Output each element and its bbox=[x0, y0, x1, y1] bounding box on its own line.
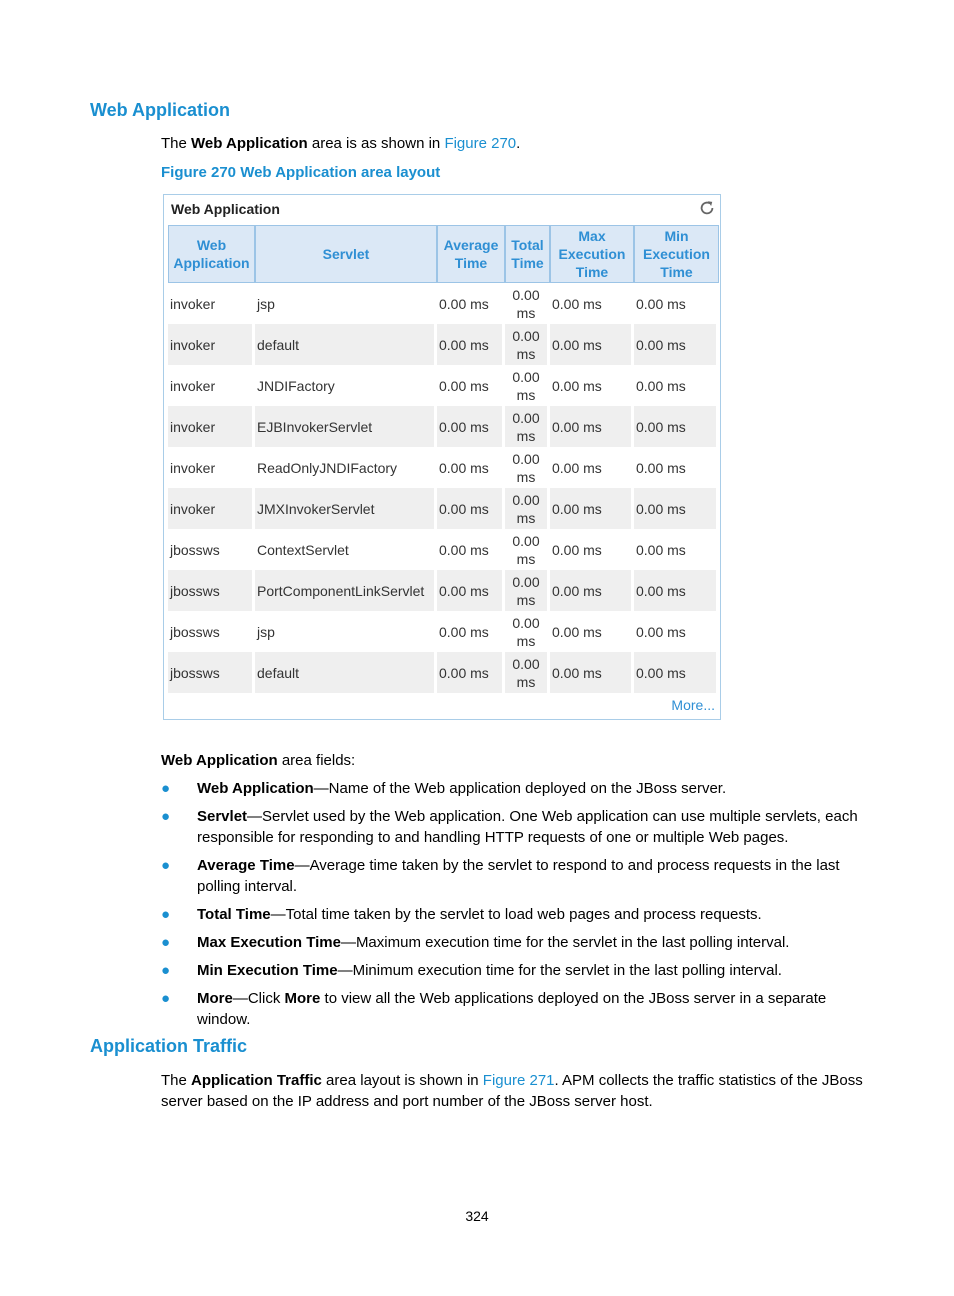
cell-servlet: jsp bbox=[255, 611, 437, 652]
field-term: Min Execution Time bbox=[197, 962, 338, 979]
intro-text: . bbox=[516, 135, 521, 152]
cell-min-execution-time: 0.00 ms bbox=[634, 652, 719, 693]
traffic-text: . APM collects the traffic statistics of the JBoss server based on the IP address and port number of the JBoss server host. bbox=[161, 1072, 863, 1110]
web-application-table bbox=[168, 225, 719, 693]
cell-max-execution-time: 0.00 ms bbox=[550, 611, 634, 652]
cell-max-execution-time: 0.00 ms bbox=[550, 406, 634, 447]
list-item bbox=[161, 960, 861, 981]
more-link[interactable]: More... bbox=[671, 697, 715, 713]
cell-max-execution-time: 0.00 ms bbox=[550, 324, 634, 365]
page-number: 324 bbox=[465, 1208, 489, 1224]
cell-average-time: 0.00 ms bbox=[437, 529, 505, 570]
cell-max-execution-time: 0.00 ms bbox=[550, 652, 634, 693]
cell-total-time: 0.00 ms bbox=[505, 447, 550, 488]
field-description: —Average time taken by the servlet to respond to and process requests in the last polling interval. bbox=[197, 857, 840, 895]
field-description-bold: More bbox=[284, 990, 321, 1007]
application-traffic-intro bbox=[161, 1070, 866, 1112]
column-header-servlet[interactable]: Servlet bbox=[255, 225, 437, 283]
cell-min-execution-time: 0.00 ms bbox=[634, 324, 719, 365]
table-row bbox=[168, 570, 719, 611]
cell-total-time: 0.00 ms bbox=[505, 529, 550, 570]
bullet-icon: ● bbox=[161, 808, 171, 825]
section-heading-application-traffic: Application Traffic bbox=[90, 1036, 248, 1056]
figure-caption: Figure 270 Web Application area layout bbox=[161, 164, 441, 181]
figure-271-link[interactable]: Figure 271 bbox=[482, 1072, 555, 1089]
bullet-icon: ● bbox=[161, 780, 171, 797]
cell-servlet: ReadOnlyJNDIFactory bbox=[255, 447, 437, 488]
table-row bbox=[168, 283, 719, 324]
cell-max-execution-time: 0.00 ms bbox=[550, 570, 634, 611]
table-row bbox=[168, 529, 719, 570]
intro-bold: Web Application bbox=[191, 135, 308, 152]
bullet-icon: ● bbox=[161, 857, 171, 874]
cell-servlet: EJBInvokerServlet bbox=[255, 406, 437, 447]
cell-total-time: 0.00 ms bbox=[505, 324, 550, 365]
traffic-bold: Application Traffic bbox=[191, 1072, 322, 1089]
cell-max-execution-time: 0.00 ms bbox=[550, 529, 634, 570]
cell-total-time: 0.00 ms bbox=[505, 283, 550, 324]
list-item bbox=[161, 855, 861, 897]
panel-title: Web Application bbox=[171, 201, 280, 217]
cell-min-execution-time: 0.00 ms bbox=[634, 447, 719, 488]
intro-text: The bbox=[161, 135, 192, 152]
refresh-icon[interactable] bbox=[698, 199, 716, 217]
cell-average-time: 0.00 ms bbox=[437, 611, 505, 652]
section-heading-web-application: Web Application bbox=[90, 100, 231, 120]
cell-servlet: jsp bbox=[255, 283, 437, 324]
field-term: Max Execution Time bbox=[197, 934, 341, 951]
field-term: Total Time bbox=[197, 906, 271, 923]
field-term: Servlet bbox=[197, 808, 248, 825]
cell-total-time: 0.00 ms bbox=[505, 652, 550, 693]
cell-min-execution-time: 0.00 ms bbox=[634, 529, 719, 570]
field-description: to view all the Web applications deployed on the JBoss server in a separate window. bbox=[197, 990, 827, 1028]
cell-max-execution-time: 0.00 ms bbox=[550, 365, 634, 406]
cell-max-execution-time: 0.00 ms bbox=[550, 488, 634, 529]
cell-min-execution-time: 0.00 ms bbox=[634, 365, 719, 406]
list-item bbox=[161, 904, 861, 925]
cell-total-time: 0.00 ms bbox=[505, 488, 550, 529]
cell-web-application: jbossws bbox=[168, 570, 255, 611]
field-description: —Servlet used by the Web application. One Web application can use multiple servlets, each responsible for responding to and handling HTTP requests of one or multiple Web pages. bbox=[197, 808, 858, 846]
list-item bbox=[161, 806, 861, 848]
cell-web-application: jbossws bbox=[168, 652, 255, 693]
cell-web-application: invoker bbox=[168, 283, 255, 324]
figure-270-link[interactable]: Figure 270 bbox=[444, 135, 517, 152]
fields-intro bbox=[161, 750, 871, 771]
fields-intro-text: area fields: bbox=[277, 752, 356, 769]
list-item bbox=[161, 932, 861, 953]
bullet-icon: ● bbox=[161, 990, 171, 1007]
column-header-web-application[interactable]: Web Application bbox=[168, 225, 255, 283]
traffic-text: area layout is shown in bbox=[321, 1072, 483, 1089]
cell-web-application: jbossws bbox=[168, 611, 255, 652]
column-header-max-execution-time[interactable]: Max Execution Time bbox=[550, 225, 634, 283]
cell-average-time: 0.00 ms bbox=[437, 570, 505, 611]
cell-max-execution-time: 0.00 ms bbox=[550, 283, 634, 324]
cell-average-time: 0.00 ms bbox=[437, 283, 505, 324]
cell-servlet: JMXInvokerServlet bbox=[255, 488, 437, 529]
field-description: —Click bbox=[232, 990, 285, 1007]
cell-web-application: invoker bbox=[168, 406, 255, 447]
field-term: More bbox=[197, 990, 233, 1007]
field-description: —Name of the Web application deployed on the JBoss server. bbox=[313, 780, 727, 797]
table-row bbox=[168, 488, 719, 529]
cell-average-time: 0.00 ms bbox=[437, 447, 505, 488]
list-item bbox=[161, 988, 861, 1030]
table-row bbox=[168, 365, 719, 406]
cell-servlet: default bbox=[255, 652, 437, 693]
cell-total-time: 0.00 ms bbox=[505, 570, 550, 611]
intro-text: area is as shown in bbox=[307, 135, 445, 152]
cell-average-time: 0.00 ms bbox=[437, 365, 505, 406]
cell-total-time: 0.00 ms bbox=[505, 365, 550, 406]
web-application-panel bbox=[163, 194, 721, 720]
cell-min-execution-time: 0.00 ms bbox=[634, 611, 719, 652]
web-application-intro bbox=[161, 133, 871, 154]
cell-web-application: invoker bbox=[168, 447, 255, 488]
field-term: Web Application bbox=[197, 780, 314, 797]
table-header-row bbox=[168, 225, 719, 283]
cell-servlet: default bbox=[255, 324, 437, 365]
cell-max-execution-time: 0.00 ms bbox=[550, 447, 634, 488]
cell-servlet: PortComponentLinkServlet bbox=[255, 570, 437, 611]
column-header-average-time[interactable]: Average Time bbox=[437, 225, 505, 283]
cell-web-application: jbossws bbox=[168, 529, 255, 570]
cell-total-time: 0.00 ms bbox=[505, 611, 550, 652]
cell-min-execution-time: 0.00 ms bbox=[634, 406, 719, 447]
bullet-icon: ● bbox=[161, 934, 171, 951]
cell-average-time: 0.00 ms bbox=[437, 652, 505, 693]
table-row bbox=[168, 652, 719, 693]
field-term: Average Time bbox=[197, 857, 295, 874]
cell-min-execution-time: 0.00 ms bbox=[634, 488, 719, 529]
fields-list bbox=[161, 778, 861, 1037]
column-header-min-execution-time[interactable]: Min Execution Time bbox=[634, 225, 719, 283]
bullet-icon: ● bbox=[161, 906, 171, 923]
field-description: —Minimum execution time for the servlet in the last polling interval. bbox=[337, 962, 782, 979]
cell-min-execution-time: 0.00 ms bbox=[634, 570, 719, 611]
cell-web-application: invoker bbox=[168, 488, 255, 529]
cell-average-time: 0.00 ms bbox=[437, 488, 505, 529]
table-row bbox=[168, 406, 719, 447]
cell-servlet: ContextServlet bbox=[255, 529, 437, 570]
fields-intro-bold: Web Application bbox=[161, 752, 278, 769]
cell-average-time: 0.00 ms bbox=[437, 406, 505, 447]
cell-average-time: 0.00 ms bbox=[437, 324, 505, 365]
bullet-icon: ● bbox=[161, 962, 171, 979]
column-header-total-time[interactable]: Total Time bbox=[505, 225, 550, 283]
cell-web-application: invoker bbox=[168, 365, 255, 406]
cell-web-application: invoker bbox=[168, 324, 255, 365]
field-description: —Maximum execution time for the servlet in the last polling interval. bbox=[340, 934, 790, 951]
list-item bbox=[161, 778, 861, 799]
cell-min-execution-time: 0.00 ms bbox=[634, 283, 719, 324]
field-description: —Total time taken by the servlet to load web pages and process requests. bbox=[270, 906, 762, 923]
cell-servlet: JNDIFactory bbox=[255, 365, 437, 406]
table-row bbox=[168, 447, 719, 488]
traffic-text: The bbox=[161, 1072, 192, 1089]
cell-total-time: 0.00 ms bbox=[505, 406, 550, 447]
table-row bbox=[168, 611, 719, 652]
table-row bbox=[168, 324, 719, 365]
